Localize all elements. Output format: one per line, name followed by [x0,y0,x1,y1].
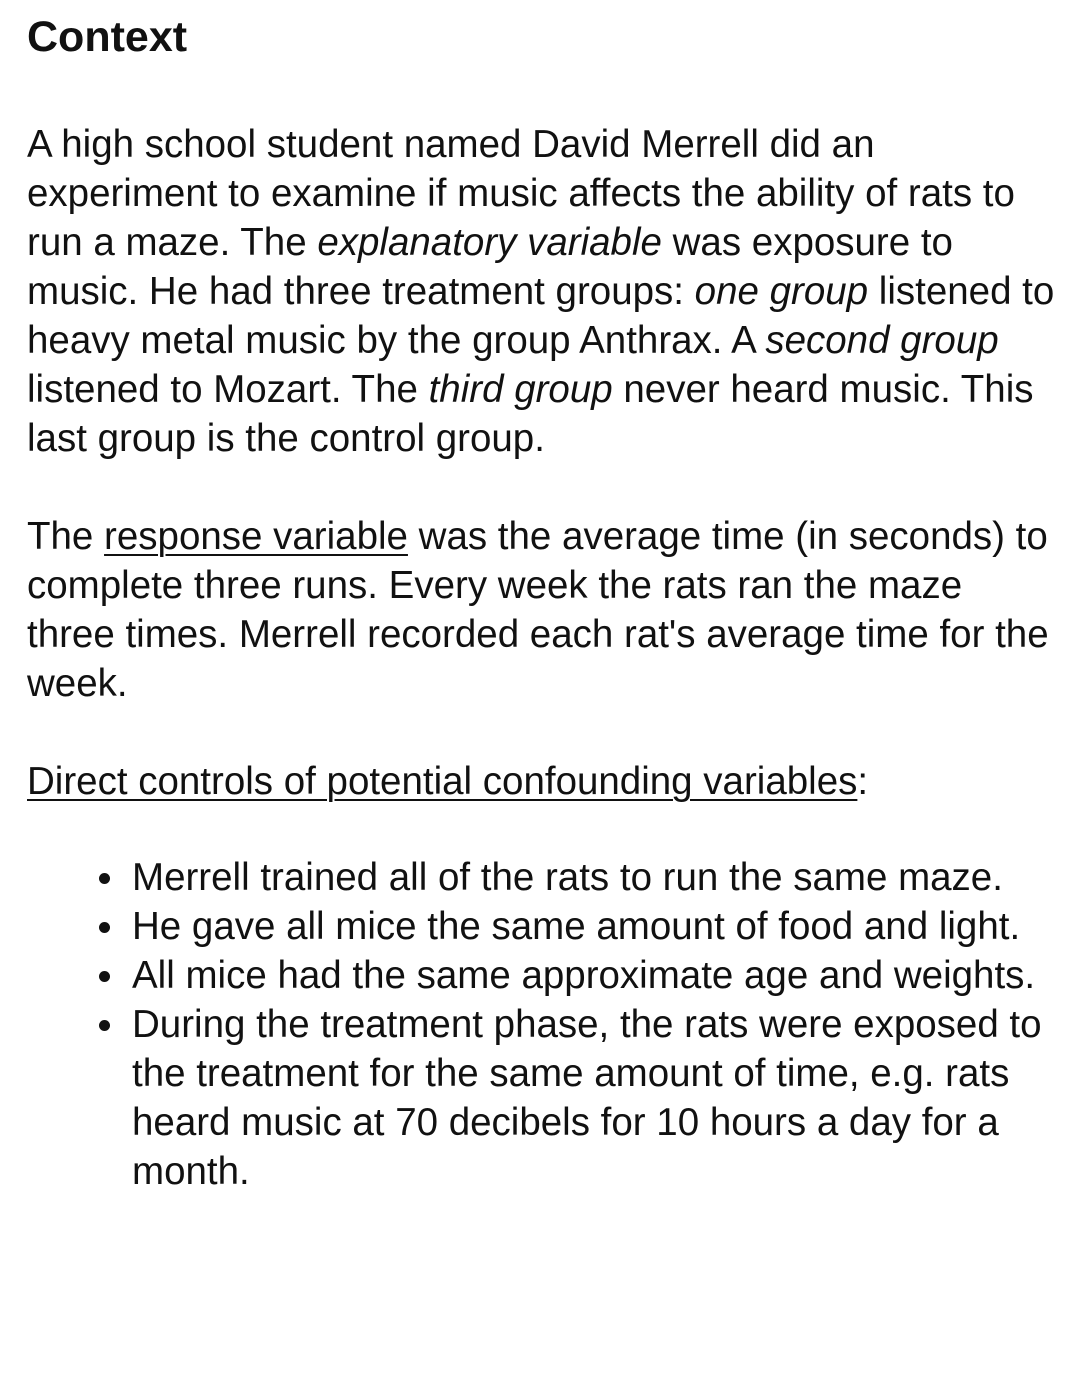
controls-heading [27,757,1058,806]
p1-text-5: never heard music. This last group is the control group. [27,368,1034,460]
p2-text-2: was the average time (in seconds) to complete three runs. Every week the rats ran the maze three times. Merrell recorded each rat's average time for the week. [27,515,1049,705]
controls-list [27,853,1058,1196]
p1-text-1: A high school student named David Merrell did an experiment to examine if music affects the ability of rats to run a maze. The [27,123,1015,264]
response-paragraph [27,512,1058,708]
list-item [132,951,1058,1000]
p3-underline-direct-controls: Direct controls of potential confounding variables [27,760,858,803]
bullet-icon [99,971,110,982]
p1-text-4: listened to Mozart. The [27,368,429,411]
bullet-icon [99,873,110,884]
p1-emphasis-second-group: second group [765,319,999,362]
list-item [132,1000,1058,1196]
p2-text-1: The [27,515,105,558]
list-item-text: Merrell trained all of the rats to run the same maze. [132,856,1003,899]
p1-emphasis-third-group: third group [428,368,613,411]
list-item [132,902,1058,951]
page-title: Context [27,13,188,61]
list-item-text: During the treatment phase, the rats were exposed to the treatment for the same amount of time, e.g. rats heard music at 70 decibels for 10 hours a day for a month. [132,1003,1042,1193]
p1-text-3: listened to heavy metal music by the group Anthrax. A [27,270,1055,362]
context-paragraph [27,120,1058,463]
p2-underline-response-variable: response variable [104,515,408,558]
p3-colon: : [857,760,869,803]
list-item [132,853,1058,902]
p1-emphasis-one-group: one group [694,270,869,313]
list-item-text: All mice had the same approximate age and weights. [132,954,1036,997]
bullet-icon [99,1020,110,1031]
bullet-icon [99,922,110,933]
list-item-text: He gave all mice the same amount of food and light. [132,905,1021,948]
p1-text-2: was exposure to music. He had three treatment groups: [27,221,953,313]
p1-emphasis-explanatory: explanatory variable [317,221,662,264]
